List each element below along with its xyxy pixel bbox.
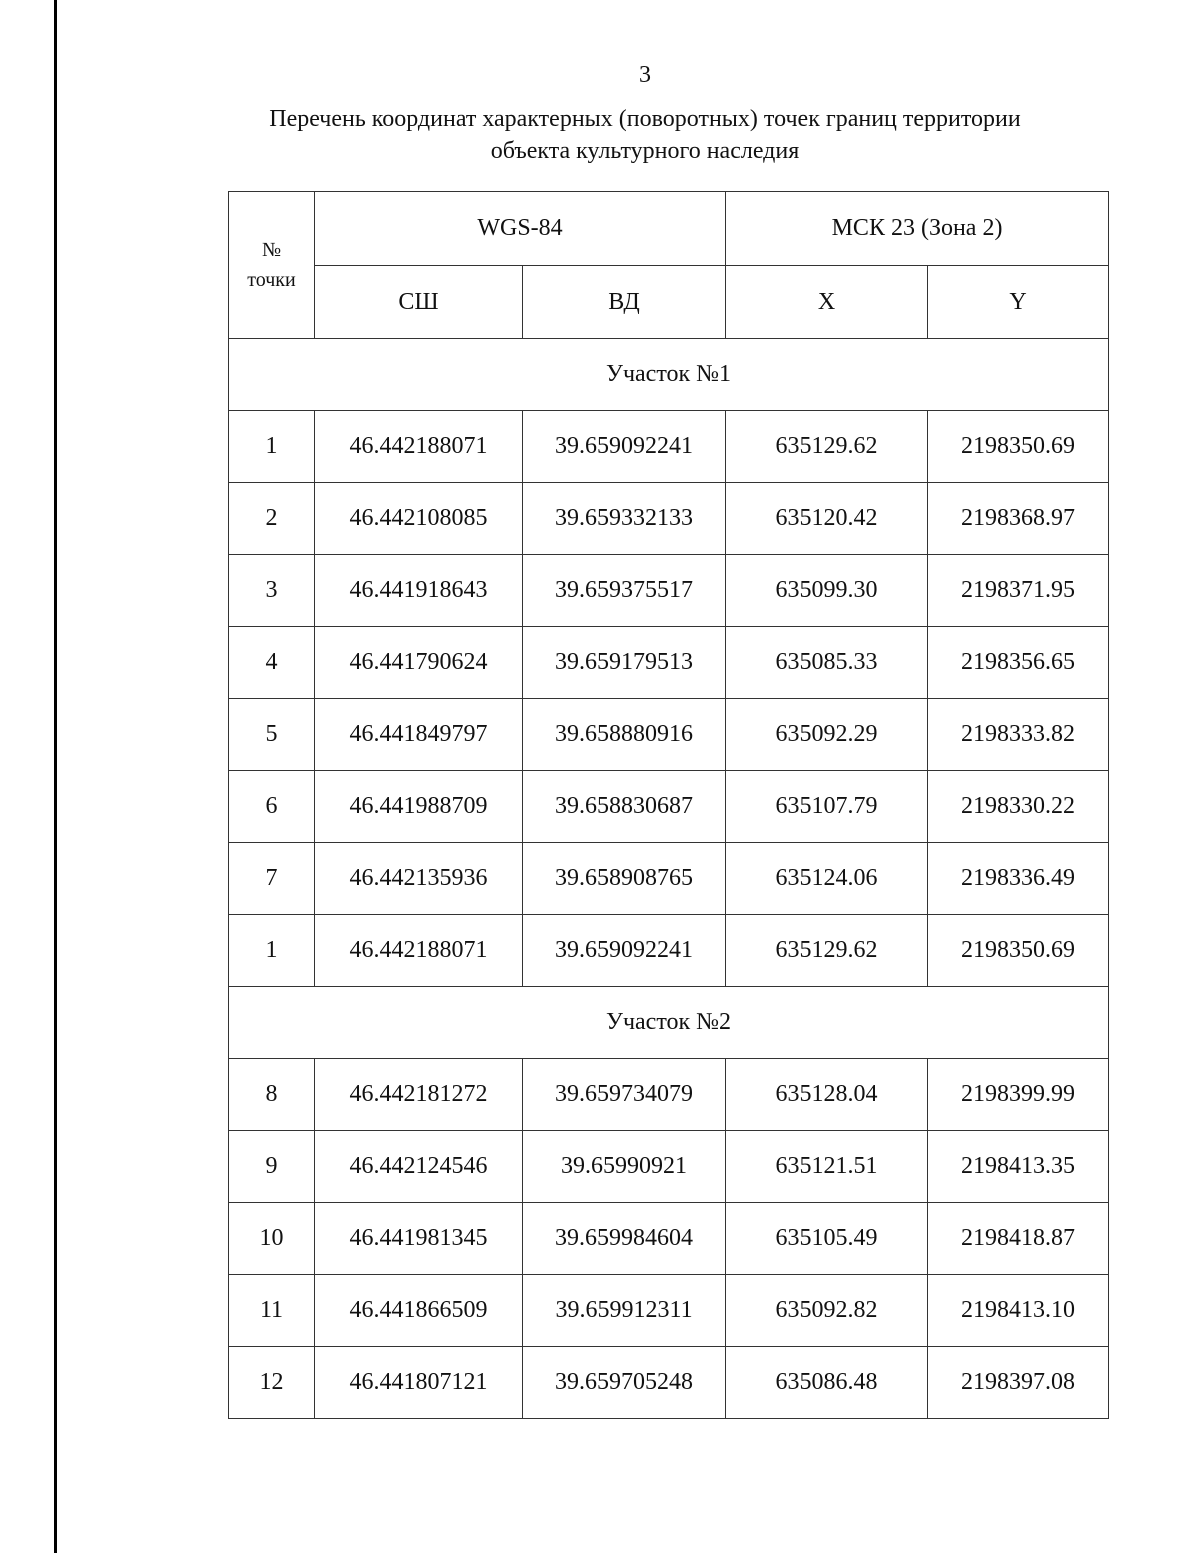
- table-row: [229, 555, 1109, 627]
- y-coordinate-cell: 2198413.35: [928, 1131, 1109, 1203]
- latitude-cell: 46.442188071: [315, 411, 523, 483]
- latitude-cell: 46.441918643: [315, 555, 523, 627]
- latitude-cell: 46.442124546: [315, 1131, 523, 1203]
- table-row: [229, 771, 1109, 843]
- table-header-row: [229, 192, 1109, 266]
- latitude-cell: 46.441807121: [315, 1347, 523, 1419]
- point-number-label: точки: [247, 269, 296, 291]
- table-subheader-row: [229, 266, 1109, 339]
- x-coordinate-cell: 635120.42: [726, 483, 928, 555]
- latitude-cell: 46.441849797: [315, 699, 523, 771]
- y-coordinate-cell: 2198368.97: [928, 483, 1109, 555]
- point-number-cell: 6: [229, 771, 315, 843]
- y-coordinate-cell: 2198356.65: [928, 627, 1109, 699]
- point-number-cell: 5: [229, 699, 315, 771]
- point-number-header: [229, 192, 315, 339]
- msk23-group-header: МСК 23 (Зона 2): [726, 192, 1109, 266]
- x-coordinate-cell: 635092.82: [726, 1275, 928, 1347]
- x-coordinate-cell: 635107.79: [726, 771, 928, 843]
- table-row: [229, 843, 1109, 915]
- section-title: Участок №1: [229, 339, 1109, 411]
- latitude-cell: 46.441866509: [315, 1275, 523, 1347]
- point-number-cell: 3: [229, 555, 315, 627]
- point-number-cell: 9: [229, 1131, 315, 1203]
- x-header: X: [726, 266, 928, 339]
- latitude-cell: 46.441988709: [315, 771, 523, 843]
- table-row: [229, 1275, 1109, 1347]
- point-number-cell: 1: [229, 915, 315, 987]
- table-row: [229, 915, 1109, 987]
- x-coordinate-cell: 635105.49: [726, 1203, 928, 1275]
- x-coordinate-cell: 635092.29: [726, 699, 928, 771]
- longitude-cell: 39.659734079: [523, 1059, 726, 1131]
- table-row: [229, 1131, 1109, 1203]
- x-coordinate-cell: 635085.33: [726, 627, 928, 699]
- wgs84-group-header: WGS-84: [315, 192, 726, 266]
- point-number-cell: 4: [229, 627, 315, 699]
- point-number-cell: 1: [229, 411, 315, 483]
- y-coordinate-cell: 2198350.69: [928, 915, 1109, 987]
- x-coordinate-cell: 635128.04: [726, 1059, 928, 1131]
- longitude-cell: 39.658908765: [523, 843, 726, 915]
- y-coordinate-cell: 2198350.69: [928, 411, 1109, 483]
- section-row: [229, 339, 1109, 411]
- document-title-line-2: объекта культурного наследия: [490, 138, 800, 164]
- section-row: [229, 987, 1109, 1059]
- table-row: [229, 483, 1109, 555]
- longitude-cell: 39.659092241: [523, 915, 726, 987]
- point-number-cell: 2: [229, 483, 315, 555]
- coordinates-table: [228, 191, 1109, 1419]
- document-title-line-1: Перечень координат характерных (поворотных) точек границ территории: [269, 106, 1021, 132]
- longitude-cell: 39.659912311: [523, 1275, 726, 1347]
- y-header: Y: [928, 266, 1109, 339]
- y-coordinate-cell: 2198336.49: [928, 843, 1109, 915]
- latitude-cell: 46.441981345: [315, 1203, 523, 1275]
- table-body: [229, 339, 1109, 1419]
- longitude-cell: 39.65990921: [523, 1131, 726, 1203]
- x-coordinate-cell: 635124.06: [726, 843, 928, 915]
- x-coordinate-cell: 635086.48: [726, 1347, 928, 1419]
- latitude-cell: 46.442108085: [315, 483, 523, 555]
- left-margin-rule: [54, 0, 57, 1553]
- table-row: [229, 627, 1109, 699]
- table-row: [229, 411, 1109, 483]
- longitude-cell: 39.659092241: [523, 411, 726, 483]
- longitude-cell: 39.659984604: [523, 1203, 726, 1275]
- longitude-cell: 39.659332133: [523, 483, 726, 555]
- point-number-cell: 7: [229, 843, 315, 915]
- x-coordinate-cell: 635121.51: [726, 1131, 928, 1203]
- table-row: [229, 1059, 1109, 1131]
- latitude-cell: 46.442135936: [315, 843, 523, 915]
- point-number-cell: 8: [229, 1059, 315, 1131]
- y-coordinate-cell: 2198330.22: [928, 771, 1109, 843]
- x-coordinate-cell: 635129.62: [726, 915, 928, 987]
- point-number-cell: 11: [229, 1275, 315, 1347]
- latitude-cell: 46.442188071: [315, 915, 523, 987]
- section-title: Участок №2: [229, 987, 1109, 1059]
- point-number-cell: 10: [229, 1203, 315, 1275]
- table-row: [229, 1347, 1109, 1419]
- latitude-header: СШ: [315, 266, 523, 339]
- y-coordinate-cell: 2198397.08: [928, 1347, 1109, 1419]
- longitude-cell: 39.659179513: [523, 627, 726, 699]
- x-coordinate-cell: 635129.62: [726, 411, 928, 483]
- longitude-cell: 39.658880916: [523, 699, 726, 771]
- document-title: [200, 103, 1090, 167]
- y-coordinate-cell: 2198399.99: [928, 1059, 1109, 1131]
- y-coordinate-cell: 2198371.95: [928, 555, 1109, 627]
- point-number-cell: 12: [229, 1347, 315, 1419]
- latitude-cell: 46.441790624: [315, 627, 523, 699]
- y-coordinate-cell: 2198413.10: [928, 1275, 1109, 1347]
- point-number-symbol: №: [261, 239, 282, 261]
- longitude-cell: 39.659705248: [523, 1347, 726, 1419]
- longitude-cell: 39.658830687: [523, 771, 726, 843]
- x-coordinate-cell: 635099.30: [726, 555, 928, 627]
- latitude-cell: 46.442181272: [315, 1059, 523, 1131]
- table-row: [229, 699, 1109, 771]
- table-row: [229, 1203, 1109, 1275]
- y-coordinate-cell: 2198418.87: [928, 1203, 1109, 1275]
- page-number: 3: [639, 62, 651, 88]
- longitude-cell: 39.659375517: [523, 555, 726, 627]
- y-coordinate-cell: 2198333.82: [928, 699, 1109, 771]
- longitude-header: ВД: [523, 266, 726, 339]
